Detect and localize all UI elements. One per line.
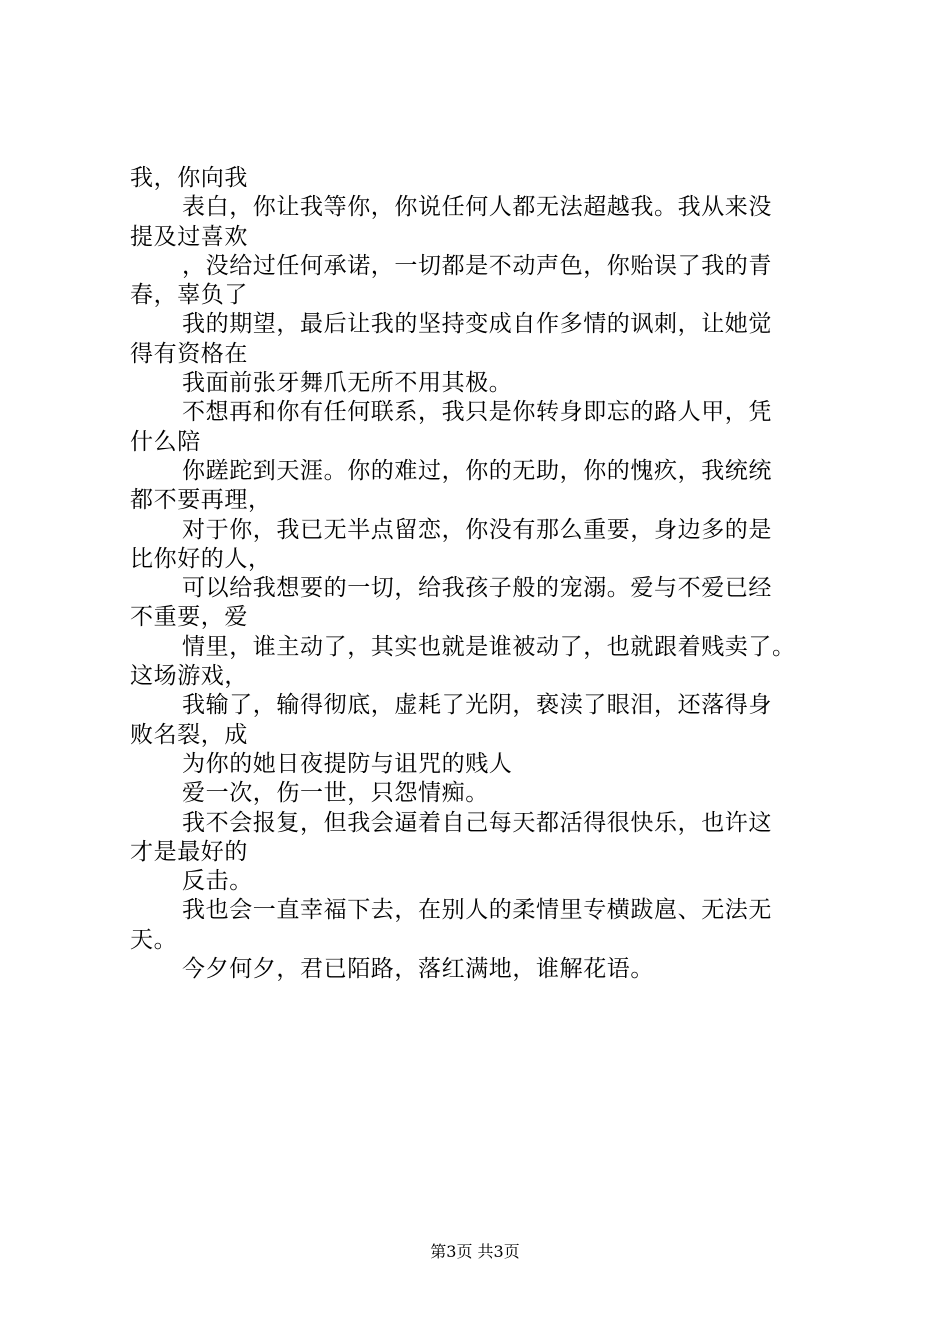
- text-line: 你蹉跎到天涯。你的难过，你的无助，你的愧疚，我统统: [182, 457, 772, 484]
- text-line: 这场游戏，: [130, 663, 248, 690]
- text-line: 为你的她日夜提防与诅咒的贱人: [182, 750, 513, 777]
- text-line: 反击。: [182, 868, 253, 895]
- text-line: 情里，谁主动了，其实也就是谁被动了，也就跟着贱卖了。: [182, 633, 796, 660]
- text-line: 什么陪: [130, 428, 201, 455]
- text-line: 不重要，爱: [130, 604, 248, 631]
- text-line: 不想再和你有任何联系，我只是你转身即忘的路人甲，凭: [182, 399, 772, 426]
- text-line: 我的期望，最后让我的坚持变成自作多情的讽刺，让她觉: [182, 311, 772, 338]
- text-line: 败名裂，成: [130, 721, 248, 748]
- text-line: 我也会一直幸福下去，在别人的柔情里专横跋扈、无法无: [182, 897, 772, 924]
- text-line: 都不要再理，: [130, 487, 272, 514]
- text-line: 得有资格在: [130, 340, 248, 367]
- text-line: 表白，你让我等你，你说任何人都无法超越我。我从来没: [182, 194, 772, 221]
- text-line: 可以给我想要的一切，给我孩子般的宠溺。爱与不爱已经: [182, 575, 772, 602]
- text-line: 今夕何夕，君已陌路，落红满地，谁解花语。: [182, 956, 654, 983]
- text-line: 我不会报复，但我会逼着自己每天都活得很快乐，也许这: [182, 809, 772, 836]
- page-footer: 第3页 共3页: [430, 1242, 520, 1261]
- text-line: ，没给过任何承诺，一切都是不动声色，你贻误了我的青: [182, 252, 772, 279]
- text-line: 才是最好的: [130, 838, 248, 865]
- text-line: 提及过喜欢: [130, 223, 248, 250]
- text-line: 我面前张牙舞爪无所不用其极。: [182, 370, 513, 397]
- text-line: 我，你向我: [130, 165, 248, 191]
- text-line: 对于你，我已无半点留恋，你没有那么重要，身边多的是: [182, 516, 772, 543]
- text-line: 春，辜负了: [130, 282, 248, 309]
- document-body: [130, 164, 850, 984]
- text-line: 爱一次，伤一世，只怨情痴。: [182, 780, 489, 807]
- text-line: 天。: [130, 926, 178, 953]
- text-line: 我输了，输得彻底，虚耗了光阴，亵渎了眼泪，还落得身: [182, 692, 772, 719]
- text-line: 比你好的人，: [130, 545, 272, 572]
